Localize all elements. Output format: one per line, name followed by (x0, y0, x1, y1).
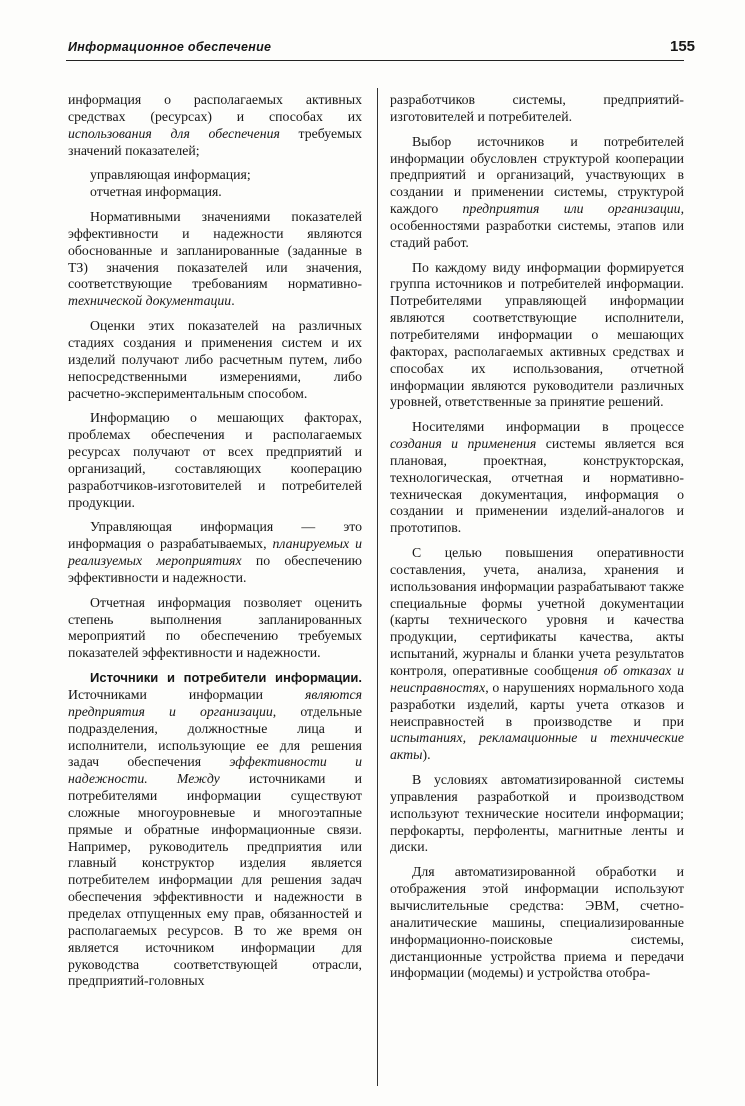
paragraph (390, 92, 684, 126)
text-run: Управляющая информация — это информация о разрабатываемых, (68, 519, 362, 552)
paragraph (68, 410, 362, 511)
paragraph (390, 545, 684, 764)
text-run: источниками и потребителями информации существуют сложные многоуровневые и многоэтапные прямые и обратные информационные связи. Например, руководитель предприятия или главный конструктор изделия является потребителем информации для решения задач обеспечения эффективности и надежности в пределах отпущенных ему прав, обязанностей и располагаемых ресурсов. В то же время он является источником информации для руководства соответствующей отрасли, предприятий-головных (68, 771, 363, 989)
paragraph (390, 419, 684, 537)
header-rule (66, 60, 684, 61)
text-run: информация о располагаемых активных средствах (ресурсах) и способах их (68, 92, 362, 124)
paragraph (68, 595, 362, 662)
text-run: Источниками информации (68, 687, 305, 702)
right-text-column (390, 92, 684, 990)
italic-text: эффективности и надежности. Между (68, 754, 362, 787)
italic-text: являются предприятия и организации (68, 687, 362, 719)
paragraph (68, 318, 362, 402)
text-run: управляющая информация; (90, 167, 251, 183)
paragraph (68, 519, 362, 586)
paragraph (68, 209, 362, 310)
text-run: Отчетная информация позволяет оценить степень выполнения запланированных мероприятий по обеспечению требуемых показателей эффективности и надежности. (68, 594, 362, 661)
list-item (68, 167, 362, 184)
paragraph (390, 772, 684, 856)
italic-text: испытаниях, рекламационные и технические акты (390, 730, 684, 763)
left-text-column (68, 92, 362, 998)
italic-text: планируемых и реализуемых мероприятиях (68, 536, 362, 569)
text-run: Нормативными значениями показателей эффективности и надежности являются обоснованные и запланированные (заданные в ТЗ) значения показателей или значения, соответствующие требованиям нормативно- (68, 209, 362, 292)
text-run: , о нарушениях нормального хода разработки изделий, карты учета отказов и неисправностей в производстве и при (390, 679, 684, 729)
section-run-in-heading: Источники и потребители информации. (90, 670, 362, 686)
text-run: , отдельные подразделения, должностные лица и исполнители, использующие ее для решения задач обеспечения (68, 703, 362, 770)
text-run: В условиях автоматизированной системы управления разработкой и производством используют технические носители информации; перфокарты, перфоленты, магнитные ленты и диски. (390, 772, 684, 855)
text-run: Носителями информации в процессе (412, 419, 684, 435)
italic-text: предприятия или организации (462, 201, 681, 217)
text-run: . (231, 293, 235, 309)
paragraph (390, 134, 684, 252)
text-run: отчетная информация. (90, 184, 222, 200)
text-run: По каждому виду информации формируется группа источников и потребителей информации. Потребителями управляющей информации являются соответствующие исполнители, потребителями информации о мешающих факторах, располагаемых активных средствах и способах их использования, отчетной информации являются руководители различных уровней, ответственные за принятие решений. (390, 259, 684, 410)
text-run: Информацию о мешающих факторах, проблемах обеспечения и располагаемых ресурсах получают от всех предприятий и организаций, составляющих кооперацию разработчиков-изготовителей и потребителей продукции. (68, 410, 362, 510)
paragraph (68, 670, 362, 990)
paragraph (390, 260, 684, 412)
list-item (68, 184, 362, 201)
text-run: ). (422, 747, 431, 763)
page-number: 155 (670, 38, 696, 55)
running-head-title: Информационное обеспечение (68, 40, 272, 54)
paragraph (68, 92, 362, 159)
text-run: по обеспечению эффективности и надежности. (68, 553, 362, 585)
text-run: , особенностями разработки системы, этапов или стадий работ. (390, 201, 685, 250)
text-run: Выбор источников и потребителей информации обусловлен структурой кооперации предприятий и организаций, участвующих в создании и применении системы, структурой каждого (390, 133, 684, 217)
text-run: требуемых значений показателей; (68, 125, 362, 158)
paragraph (390, 864, 684, 982)
text-run: С целью повышения оперативности составления, учета, анализа, хранения и использования информации разрабатывают также специальные формы учетной документации (карты технического уровня и качества продукции, сертификаты качества, акты испытаний, журналы и бланки учета результатов контроля, оперативные сообще (390, 545, 684, 678)
italic-text: использования для обеспечения (68, 125, 280, 141)
column-divider (377, 88, 378, 1086)
text-run: системы является вся плановая, проектная, конструкторская, технологическая, отчетная и нормативно-техническая документация, информация о создании и применении изделий-аналогов и прототипов. (390, 436, 684, 536)
italic-text: ния об отказах и неисправностях (390, 663, 684, 695)
text-run: Оценки этих показателей на различных стадиях создания и применения систем и их изделий получают либо расчетным путем, либо непосредственными измерениями, либо расчетно-экспериментальным способом. (68, 318, 362, 401)
text-run: Для автоматизированной обработки и отображения этой информации используют вычислительные средства: ЭВМ, счетно-аналитические машины, специализированные информационно-поисковые системы, дистанционные устройства приема и передачи информации (модемы) и устройства отобра- (390, 864, 684, 981)
italic-text: технической документации (68, 293, 232, 309)
italic-text: создания и применения (390, 436, 537, 452)
text-run: разработчиков системы, предприятий-изготовителей и потребителей. (390, 92, 684, 124)
